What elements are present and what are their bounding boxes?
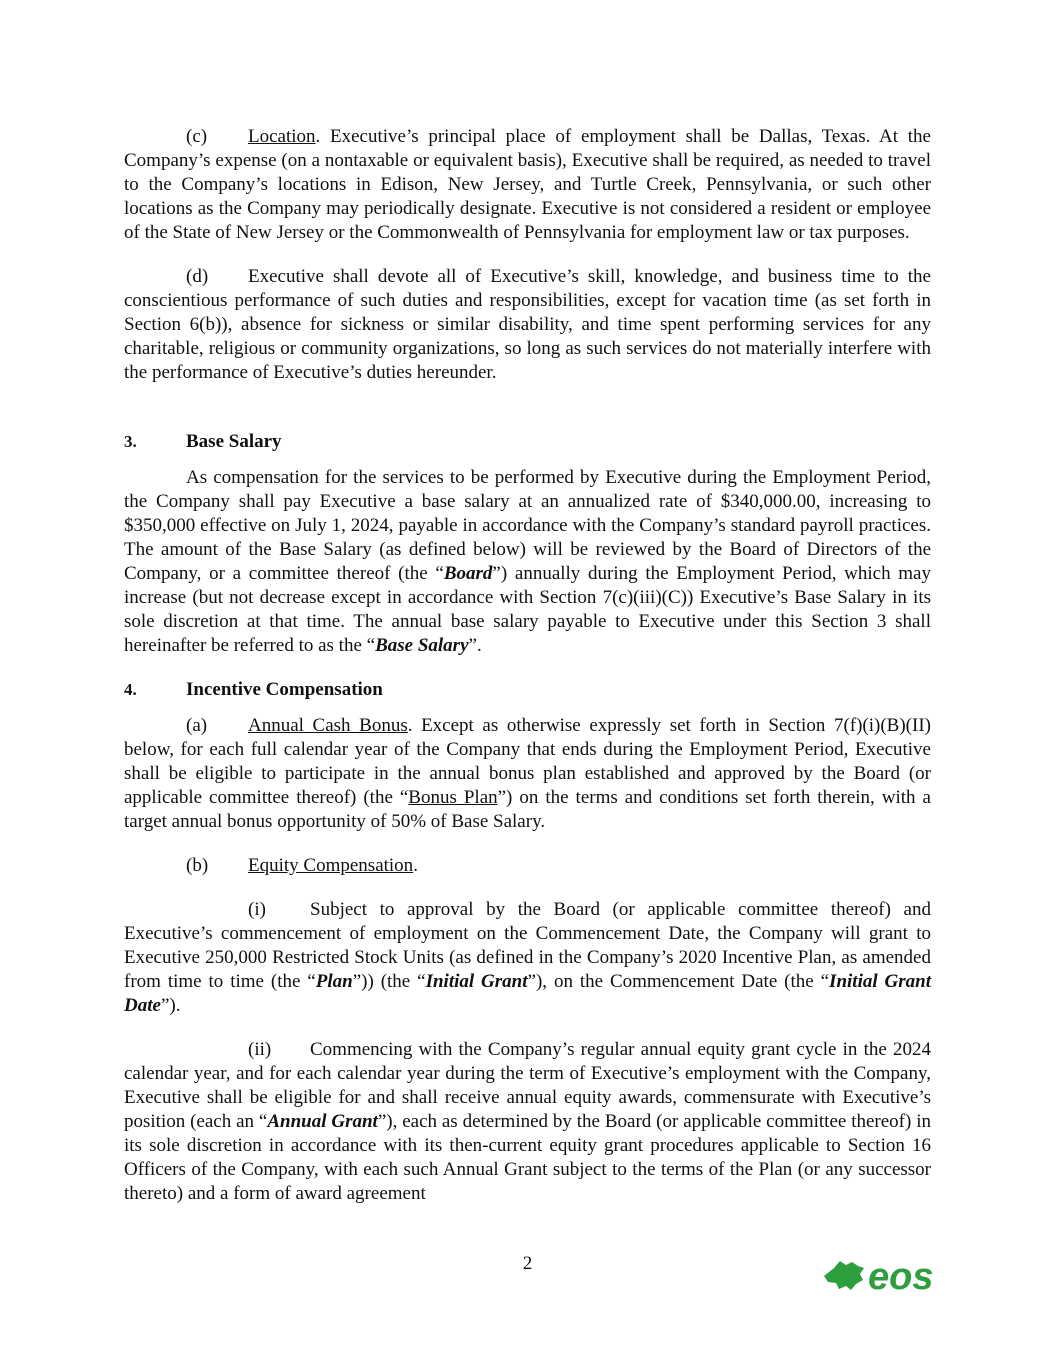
paragraph-4b-ii bbox=[124, 1038, 931, 1206]
defined-term: Initial Grant bbox=[425, 971, 528, 992]
paragraph-text: Executive shall devote all of Executive’s skill, knowledge, and business time to the conscientious performance of such duties and responsibilities, except for vacation time (as set forth in Section 6(b)), absence for sickness or similar disability, and time spent performing services for any charitable, religious or community organizations, so long as such services do not materially interfere with the performance of Executive’s duties hereunder. bbox=[124, 266, 931, 383]
paragraph-4b bbox=[124, 854, 931, 878]
section-3-heading bbox=[124, 430, 931, 454]
section-number: 4. bbox=[124, 680, 137, 699]
paragraph-text: . Except as otherwise expressly set forth in Section 7(f)(i)(B)(II) below, for each full calendar year of the Company that ends during the Employment Period, Executive shall be eligible to participate in the annual bonus plan established and approved by the Board (or applicable committee thereof) (the “ bbox=[124, 715, 931, 808]
paragraph-text: ”). bbox=[160, 995, 181, 1016]
paragraph-label: (i) bbox=[248, 899, 266, 920]
paragraph-label: (c) bbox=[186, 126, 208, 147]
logo-wordmark: eos bbox=[868, 1256, 934, 1296]
logo-mark-icon bbox=[824, 1261, 864, 1290]
paragraph-text: Commencing with the Company’s regular annual equity grant cycle in the 2024 calendar year, and for each calendar year during the term of Executive’s employment with the Company, Executive shall be eligible for and shall receive annual equity awards, commensurate with Executive’s position (each an “ bbox=[124, 1039, 931, 1132]
page-number: 2 bbox=[522, 1253, 533, 1274]
section-4-heading bbox=[124, 678, 931, 702]
paragraph-label: (b) bbox=[186, 855, 209, 876]
defined-term: Plan bbox=[315, 971, 353, 992]
paragraph-label: (a) bbox=[186, 715, 208, 736]
paragraph-text: Subject to approval by the Board (or applicable committee thereof) and Executive’s commencement of employment on the Commencement Date, the Company will grant to Executive 250,000 Restricted Stock Units (as defined in the Company’s 2020 Incentive Plan, as amended from time to time (the “ bbox=[124, 899, 931, 992]
paragraph-text: ”. bbox=[468, 635, 482, 656]
paragraph-2d bbox=[124, 265, 931, 385]
paragraph-text: ”)) (the “ bbox=[352, 971, 426, 992]
paragraph-text: ”), on the Commencement Date (the “ bbox=[527, 971, 830, 992]
section-title: Incentive Compensation bbox=[186, 679, 383, 700]
paragraph-text: As compensation for the services to be performed by Executive during the Employment Period, the Company shall pay Executive a base salary at an annualized rate of $340,000.00, increasing to $350,000 effective on July 1, 2024, payable in accordance with the Company’s standard payroll practices. The amount of the Base Salary (as defined below) will be reviewed by the Board of Directors of the Company, or a committee thereof (the “ bbox=[124, 467, 931, 584]
paragraph-title: Annual Cash Bonus bbox=[248, 715, 408, 736]
paragraph-text: ”) on the terms and conditions set forth therein, with a target annual bonus opportunity of 50% of Base Salary. bbox=[124, 787, 931, 832]
defined-term: Bonus Plan bbox=[408, 787, 498, 808]
defined-term: Initial Grant Date bbox=[124, 971, 931, 1016]
defined-term: Base Salary bbox=[375, 635, 469, 656]
paragraph-label: (d) bbox=[186, 266, 209, 287]
section-number: 3. bbox=[124, 432, 137, 451]
paragraph-title: Equity Compensation bbox=[248, 855, 414, 876]
document-body bbox=[124, 125, 931, 1206]
defined-term: Annual Grant bbox=[267, 1111, 378, 1132]
section-title: Base Salary bbox=[186, 431, 282, 452]
paragraph-title: Location bbox=[248, 126, 316, 147]
paragraph-text: . Executive’s principal place of employment shall be Dallas, Texas. At the Company’s expense (on a nontaxable or equivalent basis), Executive shall be required, as needed to travel to the Company’s locations in Edison, New Jersey, and Turtle Creek, Pennsylvania, or such other locations as the Company may periodically designate. Executive is not considered a resident or employee of the State of New Jersey or the Commonwealth of Pennsylvania for employment law or tax purposes. bbox=[124, 126, 931, 243]
paragraph-text: ”) annually during the Employment Period, which may increase (but not decrease except in accordance with Section 7(c)(iii)(C)) Executive’s Base Salary in its sole discretion at that time. The annual base salary payable to Executive under this Section 3 shall hereinafter be referred to as the “ bbox=[124, 563, 931, 656]
paragraph-text: ”), each as determined by the Board (or applicable committee thereof) in its sole discretion in accordance with its then-current equity grant procedures applicable to Section 16 Officers of the Company, with each such Annual Grant subject to the terms of the Plan (or any successor thereto) and a form of award agreement bbox=[124, 1111, 931, 1204]
eos-logo bbox=[822, 1256, 962, 1296]
paragraph-3 bbox=[124, 466, 931, 658]
paragraph-2c bbox=[124, 125, 931, 245]
defined-term: Board bbox=[443, 563, 493, 584]
paragraph-label: (ii) bbox=[248, 1039, 272, 1060]
paragraph-text: . bbox=[413, 855, 418, 876]
paragraph-4b-i bbox=[124, 898, 931, 1018]
paragraph-4a bbox=[124, 714, 931, 834]
